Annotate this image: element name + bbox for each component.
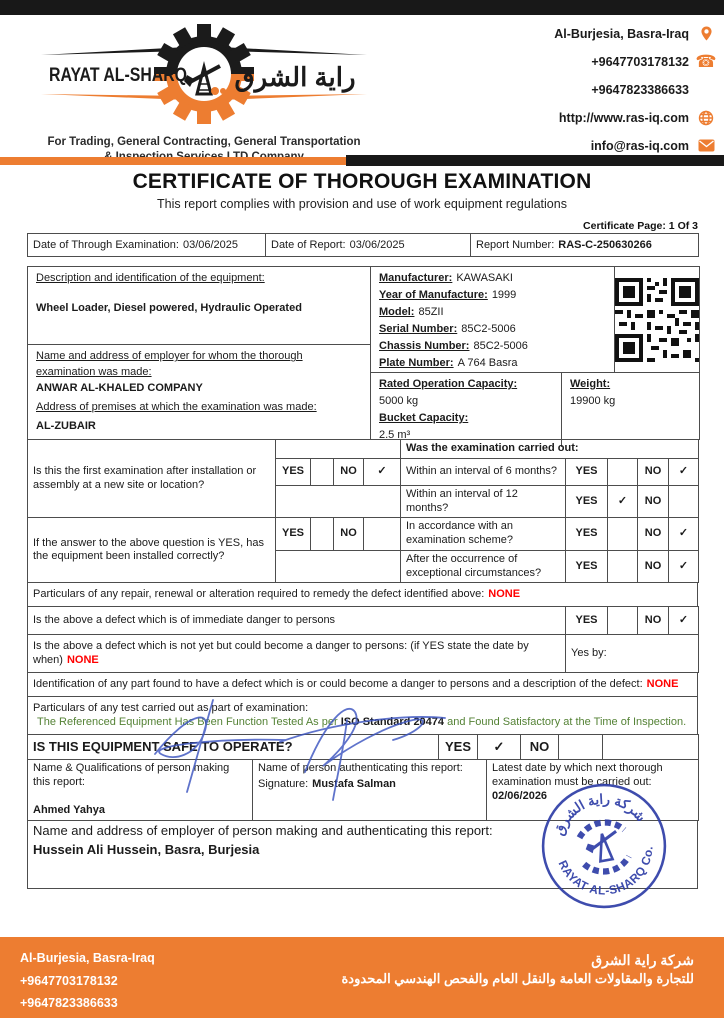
company-logo — [34, 20, 374, 165]
footer-company-arabic: شركة راية الشرق للتجارة والمقاولات العامة والنقل العام والفحص الهندسي المحدودة — [341, 952, 694, 987]
contact-email: info@ras-iq.com — [446, 136, 716, 155]
checkbox-empty — [608, 518, 638, 551]
envelope-icon — [696, 137, 716, 155]
icon-spacer — [696, 81, 716, 99]
footer-phone1: +9647703178132 — [20, 973, 118, 988]
question-first-exam: Is this the first examination after installation or assembly at a new site or location? — [28, 440, 276, 518]
checkbox-empty — [608, 458, 638, 485]
logo-name-en: RAYAT AL-SHARQ — [49, 65, 187, 86]
maker-cell: Name & Qualifications of person making this report: Ahmed Yahya — [28, 760, 253, 820]
no-label: NO — [638, 485, 669, 518]
phone-icon: ☎ — [695, 52, 717, 71]
checkbox-empty — [559, 735, 603, 760]
test-particulars-row: Particulars of any test carried out as part of examination: The Referenced Equipment Has Been Function Tested As per ISO Standard 20474 and Found Satisfactory at the Time of Inspection. — [28, 697, 698, 735]
identification-row: Identification of any part found to have a defect which is or could become a danger to persons and a description of the defect: NONE — [28, 673, 698, 697]
no-label: NO — [521, 735, 559, 760]
location-pin-icon — [696, 25, 716, 43]
stamp-text-english: RAYAT AL-SHARQ Co. — [555, 845, 656, 898]
next-exam-date-cell: Latest date by which next thorough examination must be carried out: 02/06/2026 — [487, 760, 699, 820]
qr-code-cell — [615, 267, 699, 372]
checkbox-checked: ✓ — [669, 458, 699, 485]
no-label: NO — [334, 458, 364, 485]
no-label: NO — [638, 550, 669, 583]
carried-out-header: Was the examination carried out: — [401, 440, 699, 459]
checkbox-checked: ✓ — [669, 518, 699, 551]
immediate-danger-question: Is the above a defect which is of immediate danger to persons — [28, 607, 566, 635]
yes-label: YES — [566, 550, 608, 583]
subq-scheme: In accordance with an examination scheme? — [401, 518, 566, 551]
qr-code — [615, 278, 699, 362]
checkbox-checked: ✓ — [669, 550, 699, 583]
contact-location: Al-Burjesia, Basra-Iraq — [446, 24, 716, 43]
checkbox-empty — [608, 550, 638, 583]
checkbox-checked: ✓ — [608, 485, 638, 518]
weight-cell: Weight: 19900 kg — [570, 378, 616, 408]
empty-cell — [276, 440, 401, 459]
question-installed-correctly: If the answer to the above question is YES, has the equipment been installed correctly? — [28, 518, 276, 583]
footer-contact — [20, 947, 155, 1015]
repair-particulars-table — [27, 582, 698, 607]
top-black-bar — [0, 0, 724, 15]
rated-capacity-cell: Rated Operation Capacity: 5000 kg Bucket Capacity: 2.5 m³ — [371, 373, 562, 447]
equipment-right-column — [371, 267, 699, 442]
report-employer-name: Hussein Ali Hussein, Basra, Burjesia — [33, 841, 260, 857]
dates-table — [27, 233, 699, 257]
globe-icon — [696, 109, 716, 127]
equipment-description-cell: Description and identification of the equipment: Wheel Loader, Diesel powered, Hydraulic Operated — [28, 267, 370, 345]
safe-to-operate-question: IS THIS EQUIPMENT SAFE TO OPERATE? — [28, 735, 439, 760]
page-subtitle: This report complies with provision and use of work equipment regulations — [157, 197, 567, 211]
identification-table — [27, 672, 698, 697]
stamp-pumpjack-icon — [584, 831, 621, 863]
yes-by-cell: Yes by: — [566, 635, 699, 673]
checkbox-empty — [608, 607, 638, 635]
authenticator-name: Mustafa Salman — [312, 778, 396, 790]
yes-label: YES — [276, 458, 311, 485]
no-label: NO — [638, 607, 669, 635]
future-danger-question: Is the above a defect which is not yet but could become a danger to persons: (if YES state the date by when) NONE — [28, 635, 566, 673]
equipment-box — [27, 266, 700, 440]
test-particulars-table — [27, 696, 698, 735]
repair-particulars-row: Particulars of any repair, renewal or alteration required to remedy the defect identified above: NONE — [28, 583, 698, 607]
checkbox-empty — [311, 458, 334, 485]
empty-cell — [276, 485, 401, 518]
next-exam-date: 02/06/2026 — [492, 789, 548, 802]
subq-exceptional: After the occurrence of exceptional circumstances? — [401, 550, 566, 583]
contact-phone2: +9647823386633 — [446, 80, 716, 99]
subq-interval-12: Within an interval of 12 months? — [401, 485, 566, 518]
footer-phone2: +9647823386633 — [20, 996, 118, 1010]
checkbox-checked: ✓ — [478, 735, 521, 760]
date-exam-cell: Date of Through Examination: 03/06/2025 — [28, 234, 266, 257]
equipment-employer-cell: Name and address of employer for whom the thorough examination was made: ANWAR AL-KHALED COMPANY Address of premises at which the examination was made: AL-ZUBAIR — [36, 350, 317, 433]
certificate-page-label: Certificate Page: 1 Of 3 — [583, 220, 698, 232]
first-examination-table — [27, 439, 699, 583]
safe-to-operate-table — [27, 734, 699, 760]
empty-cell — [603, 735, 699, 760]
subq-interval-6: Within an interval of 6 months? — [401, 458, 566, 485]
maker-name: Ahmed Yahya — [33, 803, 105, 816]
no-label: NO — [638, 458, 669, 485]
yes-label: YES — [566, 518, 608, 551]
report-number-cell: Report Number: RAS-C-250630266 — [471, 234, 699, 257]
checkbox-empty — [669, 485, 699, 518]
logo-graphic — [34, 20, 374, 128]
future-danger-table — [27, 634, 699, 673]
company-stamp — [540, 782, 668, 910]
no-label: NO — [638, 518, 669, 551]
yes-label: YES — [566, 485, 608, 518]
contact-website: http://www.ras-iq.com — [446, 108, 716, 127]
contact-phone1: +9647703178132 ☎ — [591, 52, 717, 71]
page-title: CERTIFICATE OF THOROUGH EXAMINATION — [132, 170, 592, 193]
yes-label: YES — [566, 458, 608, 485]
logo-name-ar: راية الشرق — [234, 62, 356, 92]
header-contact-block — [446, 24, 716, 155]
yes-label: YES — [566, 607, 608, 635]
checkbox-empty — [311, 518, 334, 551]
no-label: NO — [334, 518, 364, 551]
divider-orange-bar — [0, 157, 346, 165]
divider-black-bar — [346, 155, 724, 166]
immediate-danger-table — [27, 606, 699, 635]
equipment-details-cell: Manufacturer: KAWASAKI Year of Manufacture: 1999 Model: 85ZII Serial Number: 85C2-5006 Chassis Number: 85C2-5006 Plate Number: A 764 Basra — [371, 267, 615, 372]
date-report-cell: Date of Report: 03/06/2025 — [266, 234, 471, 257]
yes-label: YES — [276, 518, 311, 551]
yes-label: YES — [439, 735, 478, 760]
authenticator-cell: Name of person authenticating this report: Signature: Mustafa Salman — [253, 760, 487, 820]
footer-bar — [0, 937, 724, 1018]
checkbox-checked: ✓ — [364, 458, 401, 485]
equipment-left-column — [28, 267, 371, 439]
stamp-text-arabic: شركة راية الشرق — [551, 791, 649, 838]
checkbox-checked: ✓ — [669, 607, 699, 635]
footer-address: Al-Burjesia, Basra-Iraq — [20, 951, 155, 965]
report-employer-cell: Name and address of employer of person making and authenticating this report: Hussein Ali Hussein, Basra, Burjesia — [28, 820, 698, 888]
empty-cell — [276, 550, 401, 583]
checkbox-empty — [364, 518, 401, 551]
logo-tagline: For Trading, General Contracting, General Transportation — [47, 136, 361, 148]
